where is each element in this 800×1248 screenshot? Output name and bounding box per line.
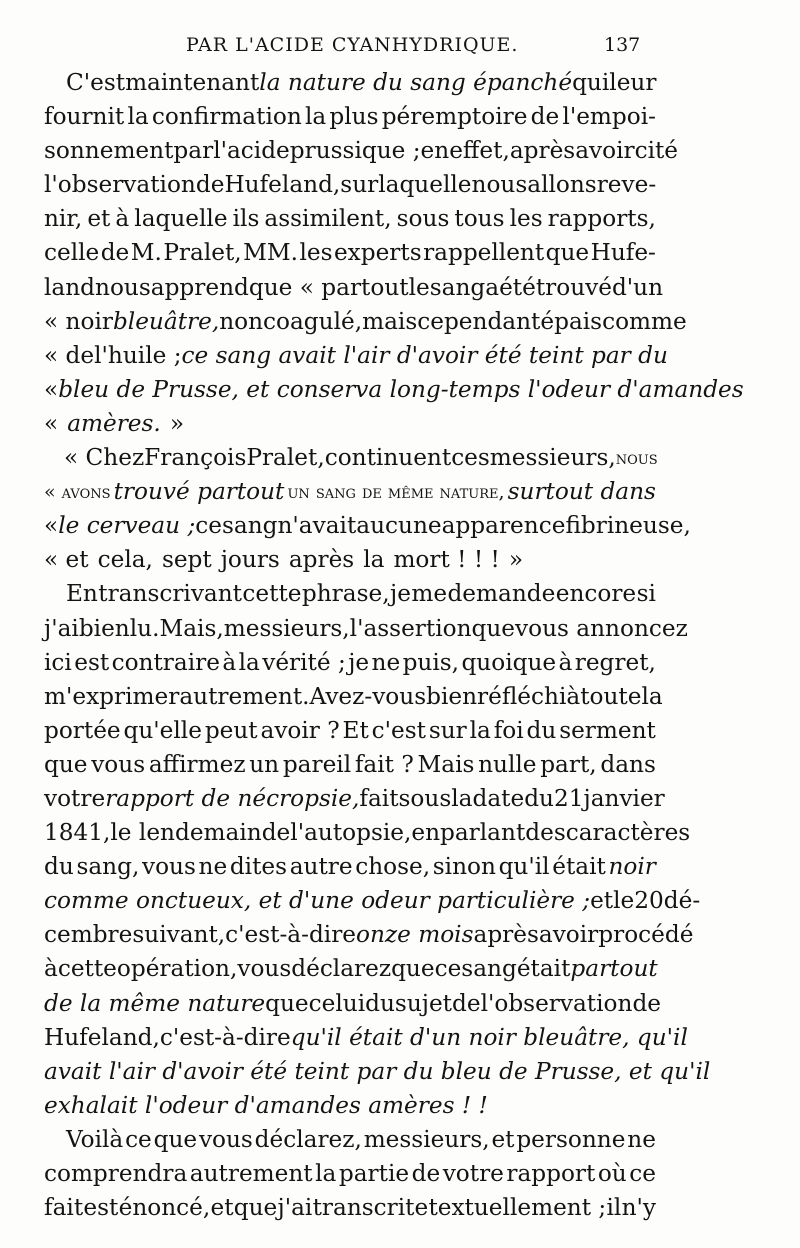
text-segment: toute: [580, 682, 642, 710]
text-line: [44, 543, 656, 577]
text-segment: votre: [442, 1160, 504, 1187]
text-segment: du: [524, 784, 554, 812]
text-segment: caractères: [565, 819, 691, 847]
text-segment: bleu de Prusse, et conserva long-temps l'odeur d'amandes: [58, 375, 744, 403]
text-segment: laquelle: [378, 171, 472, 199]
text-segment: procédé: [598, 921, 694, 949]
text-segment: sur: [340, 171, 379, 199]
running-title: PAR L'ACIDE CYANHYDRIQUE.: [186, 34, 519, 56]
text-segment: j'ai: [44, 614, 79, 642]
text-segment: du: [44, 853, 74, 881]
text-segment: plus: [329, 103, 379, 131]
text-segment: la: [641, 682, 663, 710]
text-segment: cembre: [44, 921, 133, 949]
text-segment: en: [420, 137, 450, 165]
text-segment: je: [348, 648, 370, 676]
text-segment: rappellent: [423, 239, 545, 267]
text-segment: du: [365, 989, 395, 1017]
text-segment: votre: [44, 784, 106, 812]
text-segment: c'est-à-dire: [159, 1023, 291, 1051]
text-segment: le cerveau ;: [58, 512, 196, 540]
text-segment: « de: [44, 341, 95, 369]
text-segment: l'acide: [213, 137, 290, 165]
text-segment: transcrivant: [98, 580, 243, 608]
text-segment: messieurs,: [489, 444, 616, 472]
text-segment: opération,: [116, 955, 238, 983]
text-segment: coagulé,: [263, 307, 363, 335]
text-segment: experts: [333, 239, 422, 267]
text-segment: « avons: [44, 481, 111, 504]
text-segment: l'observation: [44, 171, 196, 199]
text-segment: regret,: [574, 648, 656, 676]
text-segment: sang,: [76, 853, 140, 881]
text-segment: »: [169, 409, 184, 437]
text-segment: que: [545, 239, 590, 267]
text-segment: messieurs,: [363, 1125, 490, 1153]
text-segment: de: [195, 171, 225, 199]
text-segment: en: [411, 819, 441, 847]
text-segment: leur: [609, 69, 657, 96]
text-line: [44, 441, 656, 475]
text-segment: contraire: [111, 648, 220, 676]
text-segment: fait: [359, 784, 399, 812]
text-segment: la: [451, 784, 473, 812]
text-segment: affirmez: [148, 750, 246, 778]
text-segment: c'est-à-dire: [225, 921, 357, 949]
text-segment: «: [44, 375, 59, 403]
text-segment: ils: [232, 205, 260, 233]
text-line: [44, 952, 656, 986]
text-segment: de: [530, 103, 560, 131]
page-number: 137: [604, 34, 641, 56]
text-segment: nir,: [44, 205, 83, 233]
text-segment: bleuâtre,: [112, 307, 220, 335]
text-segment: à: [115, 205, 130, 233]
text-segment: de: [452, 989, 481, 1017]
text-segment: aucune: [356, 512, 442, 540]
text-segment: Hufeland,: [224, 171, 341, 199]
text-segment: cette: [57, 955, 117, 983]
text-segment: phrase,: [301, 580, 390, 608]
text-segment: je: [390, 580, 411, 608]
text-line: [44, 236, 656, 270]
text-segment: ce: [629, 1160, 656, 1187]
text-segment: sept: [161, 546, 212, 574]
text-segment: que: [153, 1125, 198, 1153]
text-line: [44, 1191, 656, 1225]
text-segment: apparence: [441, 512, 566, 540]
text-segment: bien: [426, 682, 478, 710]
text-segment: à: [558, 648, 573, 676]
text-line: [44, 612, 688, 646]
text-line: [44, 1157, 656, 1191]
text-segment: vérité ;: [262, 648, 346, 676]
text-segment: partie: [338, 1160, 410, 1187]
text-segment: fibrineuse,: [565, 512, 691, 540]
text-segment: n'y: [621, 1194, 656, 1222]
text-segment: surtout dans: [507, 478, 656, 506]
text-segment: 20: [634, 887, 664, 915]
text-segment: était: [552, 853, 606, 881]
text-segment: de: [100, 239, 130, 267]
text-segment: continuent: [324, 444, 452, 472]
text-segment: où: [597, 1160, 627, 1187]
text-segment: dans: [600, 750, 656, 778]
text-line: [44, 373, 744, 407]
text-segment: autrement: [189, 1160, 313, 1187]
text-line: [44, 850, 656, 884]
text-line: [44, 100, 656, 134]
text-segment: laquelle: [134, 205, 228, 233]
text-segment: foi: [493, 716, 524, 744]
text-segment: les: [299, 239, 333, 267]
text-segment: un sang de même nature,: [287, 481, 505, 504]
text-segment: rapport: [506, 1160, 596, 1187]
text-segment: sang: [461, 955, 517, 983]
text-segment: pareil: [282, 750, 352, 778]
text-segment: le: [408, 273, 430, 301]
text-line: [44, 1123, 656, 1157]
text-segment: reve-: [596, 171, 657, 199]
text-segment: cependant: [417, 307, 541, 335]
text-segment: que: [471, 614, 516, 642]
text-segment: En: [66, 580, 98, 608]
text-segment: noir: [608, 853, 656, 881]
text-segment: Avez-vous: [309, 682, 427, 710]
text-line: [44, 509, 691, 543]
text-segment: que: [233, 1194, 278, 1222]
text-line: [44, 680, 663, 714]
text-segment: de: [411, 1160, 441, 1187]
text-segment: apprend: [150, 273, 249, 301]
text-segment: Pralet,: [163, 239, 242, 267]
text-segment: qui: [572, 69, 610, 96]
text-segment: «: [44, 512, 59, 540]
text-segment: Pralet,: [246, 444, 325, 472]
text-segment: »: [508, 546, 524, 574]
text-segment: comme onctueux, et d'une odeur particulière ;: [44, 887, 591, 915]
text-segment: déclarez,: [254, 1125, 362, 1153]
text-segment: après: [288, 546, 355, 574]
text-segment: me: [411, 580, 448, 608]
text-segment: ce sang avait l'air d'avoir été teint par du: [181, 341, 668, 369]
text-segment: François: [144, 444, 247, 472]
text-segment: à: [566, 682, 581, 710]
text-segment: cette: [242, 580, 302, 608]
text-segment: d'un: [611, 273, 664, 301]
text-segment: ne: [627, 1125, 656, 1153]
text-segment: c'est: [371, 716, 426, 744]
text-segment: nous: [471, 171, 528, 199]
text-line: [44, 1055, 711, 1089]
text-segment: sonnement: [44, 137, 174, 165]
text-segment: comme: [602, 307, 687, 335]
text-segment: l'empoi-: [562, 103, 656, 131]
text-segment: portée: [44, 716, 121, 744]
text-line: [44, 748, 656, 782]
text-segment: ne: [371, 648, 401, 676]
text-line: [44, 407, 656, 441]
text-segment: l'huile ;: [94, 341, 182, 369]
text-segment: l'observation: [480, 989, 633, 1017]
text-segment: avoir: [538, 921, 599, 949]
text-segment: tous: [454, 205, 505, 233]
text-segment: épais: [540, 307, 603, 335]
text-segment: effet,: [449, 137, 510, 165]
text-segment: a: [485, 273, 500, 301]
text-segment: messieurs,: [223, 614, 350, 642]
text-segment: Et: [342, 716, 369, 744]
text-segment: Mais,: [159, 614, 224, 642]
text-segment: lu.: [129, 614, 160, 642]
text-segment: ces: [451, 444, 490, 472]
text-segment: transcrite: [312, 1194, 429, 1222]
text-line: [44, 816, 691, 850]
text-line: [44, 782, 665, 816]
text-segment: péremptoire: [381, 103, 528, 131]
text-line: [44, 884, 701, 918]
text-segment: et: [87, 205, 111, 233]
text-segment: que: [44, 750, 88, 778]
text-line: [44, 475, 656, 509]
text-segment: il: [606, 1194, 622, 1222]
text-segment: dites: [229, 853, 288, 881]
text-segment: nulle: [478, 750, 537, 778]
text-segment: à: [44, 955, 58, 983]
text-segment: des: [525, 819, 566, 847]
text-segment: serment: [559, 716, 656, 744]
text-segment: nous: [615, 447, 658, 470]
text-segment: rapport de nécropsie,: [105, 784, 360, 812]
text-segment: que: [391, 955, 435, 983]
text-segment: la: [315, 1160, 337, 1187]
text-line: [44, 134, 679, 168]
text-segment: vous: [237, 955, 292, 983]
text-segment: la nature du sang épanché: [259, 69, 573, 96]
text-segment: vous: [198, 1125, 253, 1153]
text-segment: n'avait: [277, 512, 357, 540]
text-line: [44, 168, 656, 202]
text-segment: date: [472, 784, 525, 812]
text-segment: encore: [555, 580, 637, 608]
text-segment: mais: [362, 307, 418, 335]
text-segment: un: [249, 750, 280, 778]
text-segment: par: [173, 137, 214, 165]
text-segment: qu'il: [498, 853, 550, 881]
text-segment: fait: [44, 1194, 84, 1222]
text-segment: nous: [95, 273, 151, 301]
text-segment: que « partout: [248, 273, 409, 301]
text-segment: ce: [125, 1125, 152, 1153]
text-segment: puis,: [402, 648, 460, 676]
text-segment: peut: [204, 716, 258, 744]
text-segment: de la même nature: [44, 989, 266, 1017]
text-segment: chose,: [355, 853, 431, 881]
text-segment: comprendra: [44, 1160, 188, 1187]
text-segment: été: [499, 273, 536, 301]
text-segment: demande: [447, 580, 556, 608]
text-segment: part,: [540, 750, 597, 778]
text-segment: textuellement ;: [428, 1194, 607, 1222]
text-segment: autre: [289, 853, 353, 881]
text-line: [44, 918, 694, 952]
page-header: [0, 34, 800, 60]
text-segment: non: [219, 307, 264, 335]
text-segment: m'exprimer: [44, 682, 180, 710]
text-segment: C'est: [66, 69, 126, 96]
text-segment: et: [590, 887, 614, 915]
text-segment: si: [636, 580, 656, 608]
text-segment: quoique: [461, 648, 557, 676]
text-segment: vous: [91, 750, 146, 778]
text-segment: sous: [396, 205, 450, 233]
text-segment: est: [83, 1194, 119, 1222]
text-segment: déclarez: [291, 955, 392, 983]
text-segment: sous: [398, 784, 452, 812]
text-segment: le: [613, 887, 635, 915]
text-segment: M.: [130, 239, 162, 267]
text-segment: onze mois: [356, 921, 474, 949]
text-segment: celui: [308, 989, 366, 1017]
text-line: [44, 1089, 656, 1123]
text-segment: suivant,: [132, 921, 226, 949]
text-segment: Voilà: [66, 1125, 124, 1153]
text-line: [44, 202, 656, 236]
text-segment: les: [509, 205, 543, 233]
text-segment: trouvé: [535, 273, 612, 301]
text-line: [44, 577, 656, 611]
text-segment: janvier: [583, 784, 665, 812]
text-segment: que: [265, 989, 309, 1017]
text-segment: la: [238, 648, 260, 676]
text-segment: la: [469, 716, 491, 744]
text-segment: maintenant: [125, 69, 260, 96]
text-segment: de: [261, 819, 291, 847]
text-segment: qu'elle: [123, 716, 202, 744]
text-segment: l'autopsie,: [290, 819, 412, 847]
text-segment: celle: [44, 239, 100, 267]
text-line: [44, 646, 656, 680]
text-line: [44, 987, 662, 1021]
text-segment: dé-: [663, 887, 701, 915]
text-segment: la: [304, 103, 327, 131]
text-line: [44, 271, 664, 305]
text-segment: Hufeland,: [44, 1023, 160, 1051]
text-segment: 1841,: [44, 819, 111, 847]
text-segment: fait ?: [354, 750, 414, 778]
text-segment: amères.: [67, 409, 161, 437]
text-segment: cela,: [97, 546, 153, 574]
text-segment: partout: [570, 955, 658, 983]
text-segment: ce: [434, 955, 462, 983]
text-segment: et: [210, 1194, 234, 1222]
text-segment: 21: [553, 784, 584, 812]
text-line: [44, 339, 668, 373]
text-segment: jours: [220, 546, 280, 574]
text-segment: le lendemain: [110, 819, 262, 847]
text-segment: « et: [44, 546, 89, 574]
text-segment: rapports,: [547, 205, 656, 233]
text-segment: autrement.: [179, 682, 310, 710]
text-segment: parlant: [440, 819, 526, 847]
text-segment: qu'il était d'un noir bleuâtre, qu'il: [290, 1023, 688, 1051]
text-segment: sang: [221, 512, 278, 540]
text-segment: mort ! ! !: [393, 546, 500, 574]
text-segment: trouvé partout: [113, 478, 285, 506]
text-segment: allons: [527, 171, 597, 199]
text-segment: assimilent,: [264, 205, 392, 233]
text-segment: après: [509, 137, 576, 165]
text-segment: vous annoncez: [515, 614, 688, 642]
text-segment: ne: [198, 853, 228, 881]
text-segment: Mais: [417, 750, 475, 778]
text-segment: «: [44, 409, 59, 437]
body-text: [44, 66, 744, 1225]
text-segment: de: [632, 989, 662, 1017]
text-line: [44, 714, 656, 748]
text-segment: bien: [78, 614, 130, 642]
text-segment: et: [491, 1125, 515, 1153]
text-segment: est: [74, 648, 110, 676]
text-segment: land: [44, 273, 96, 301]
text-segment: « noir: [44, 307, 113, 335]
text-segment: la: [127, 103, 149, 131]
text-segment: j'ai: [277, 1194, 313, 1222]
text-segment: énoncé,: [118, 1194, 211, 1222]
text-segment: réfléchi: [477, 682, 567, 710]
text-segment: sinon: [432, 853, 496, 881]
text-segment: cité: [634, 137, 679, 165]
text-segment: ici: [44, 648, 72, 676]
text-segment: sujet: [394, 989, 452, 1017]
text-segment: prussique ;: [289, 137, 421, 165]
text-segment: vous: [141, 853, 196, 881]
text-segment: avoir ?: [260, 716, 340, 744]
text-segment: « Chez: [64, 444, 145, 472]
text-segment: avoir: [575, 137, 635, 165]
text-segment: à: [222, 648, 237, 676]
text-segment: personne: [516, 1125, 626, 1153]
text-line: [44, 66, 656, 100]
text-segment: ce: [195, 512, 222, 540]
text-segment: était: [516, 955, 571, 983]
text-line: [44, 305, 687, 339]
text-segment: l'assertion: [349, 614, 472, 642]
text-segment: Hufe-: [590, 239, 656, 267]
text-line: [44, 1021, 688, 1055]
text-segment: la: [363, 546, 385, 574]
text-segment: sur: [428, 716, 467, 744]
text-segment: MM.: [243, 239, 298, 267]
text-segment: avait l'air d'avoir été teint par du bleu de Prusse, et qu'il: [44, 1057, 711, 1085]
text-segment: du: [526, 716, 557, 744]
text-segment: fournit: [44, 103, 125, 131]
text-segment: confirmation: [151, 103, 302, 131]
text-segment: sang: [429, 273, 486, 301]
text-segment: après: [473, 921, 539, 949]
text-segment: exhalait l'odeur d'amandes amères ! !: [44, 1091, 488, 1119]
